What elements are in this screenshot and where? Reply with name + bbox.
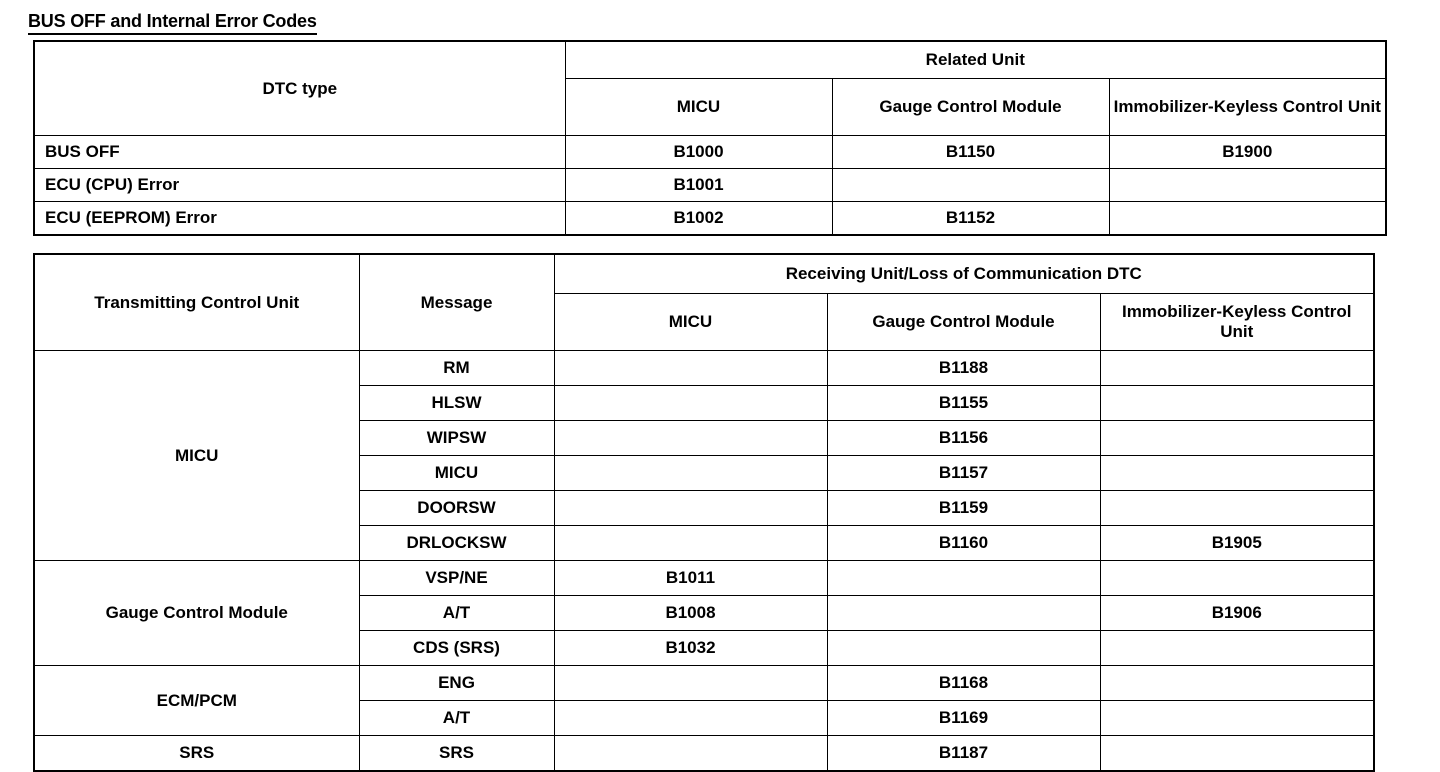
- header-receiving-unit: Receiving Unit/Loss of Communication DTC: [554, 254, 1374, 294]
- header-message: Message: [359, 254, 554, 351]
- cell-message: CDS (SRS): [359, 631, 554, 666]
- table-header-row: [34, 41, 1386, 79]
- cell-gauge: [827, 596, 1100, 631]
- cell-micu: B1002: [565, 202, 832, 236]
- cell-message: DRLOCKSW: [359, 526, 554, 561]
- cell-immobilizer: [1100, 456, 1374, 491]
- cell-immobilizer: [1100, 736, 1374, 772]
- cell-transmitting-unit: Gauge Control Module: [34, 561, 359, 666]
- cell-transmitting-unit: MICU: [34, 351, 359, 561]
- cell-dtc-type: BUS OFF: [34, 136, 565, 169]
- cell-gauge: B1187: [827, 736, 1100, 772]
- cell-immobilizer: [1100, 701, 1374, 736]
- cell-micu: [554, 456, 827, 491]
- cell-micu: B1032: [554, 631, 827, 666]
- cell-immobilizer: B1900: [1109, 136, 1386, 169]
- cell-message: ENG: [359, 666, 554, 701]
- table-row: [34, 202, 1386, 236]
- cell-immobilizer: [1100, 631, 1374, 666]
- cell-message: A/T: [359, 701, 554, 736]
- cell-immobilizer: [1100, 421, 1374, 456]
- header-micu: MICU: [554, 294, 827, 351]
- header-transmitting-control-unit: Transmitting Control Unit: [34, 254, 359, 351]
- table-row: [34, 736, 1374, 772]
- cell-gauge: [832, 169, 1109, 202]
- table-row: [34, 136, 1386, 169]
- cell-message: VSP/NE: [359, 561, 554, 596]
- cell-dtc-type: ECU (EEPROM) Error: [34, 202, 565, 236]
- cell-message: WIPSW: [359, 421, 554, 456]
- cell-message: HLSW: [359, 386, 554, 421]
- cell-immobilizer: [1100, 561, 1374, 596]
- cell-micu: B1011: [554, 561, 827, 596]
- cell-gauge: B1169: [827, 701, 1100, 736]
- cell-immobilizer: [1109, 202, 1386, 236]
- cell-micu: [554, 351, 827, 386]
- loss-of-communication-dtc-table: [33, 253, 1375, 772]
- cell-immobilizer: [1100, 386, 1374, 421]
- cell-message: A/T: [359, 596, 554, 631]
- cell-gauge: B1160: [827, 526, 1100, 561]
- cell-message: RM: [359, 351, 554, 386]
- cell-micu: [554, 526, 827, 561]
- cell-micu: B1001: [565, 169, 832, 202]
- table-row: [34, 351, 1374, 386]
- table-row: [34, 561, 1374, 596]
- header-gauge-control-module: Gauge Control Module: [827, 294, 1100, 351]
- cell-transmitting-unit: ECM/PCM: [34, 666, 359, 736]
- header-immobilizer-keyless: Immobilizer-Keyless Control Unit: [1109, 79, 1386, 136]
- cell-micu: B1000: [565, 136, 832, 169]
- cell-gauge: B1156: [827, 421, 1100, 456]
- table-row: [34, 666, 1374, 701]
- cell-immobilizer: B1905: [1100, 526, 1374, 561]
- cell-micu: B1008: [554, 596, 827, 631]
- cell-message: SRS: [359, 736, 554, 772]
- cell-dtc-type: ECU (CPU) Error: [34, 169, 565, 202]
- cell-transmitting-unit: SRS: [34, 736, 359, 772]
- header-micu: MICU: [565, 79, 832, 136]
- header-immobilizer-keyless: Immobilizer-Keyless Control Unit: [1100, 294, 1374, 351]
- cell-gauge: B1159: [827, 491, 1100, 526]
- cell-gauge: B1150: [832, 136, 1109, 169]
- cell-micu: [554, 491, 827, 526]
- cell-immobilizer: [1100, 491, 1374, 526]
- table-header-row: [34, 254, 1374, 294]
- cell-immobilizer: [1109, 169, 1386, 202]
- cell-micu: [554, 736, 827, 772]
- bus-off-internal-error-codes-table: [33, 40, 1387, 236]
- cell-immobilizer: [1100, 351, 1374, 386]
- cell-gauge: B1168: [827, 666, 1100, 701]
- cell-micu: [554, 666, 827, 701]
- cell-gauge: B1155: [827, 386, 1100, 421]
- cell-gauge: [827, 631, 1100, 666]
- cell-micu: [554, 386, 827, 421]
- cell-immobilizer: [1100, 666, 1374, 701]
- cell-gauge: B1152: [832, 202, 1109, 236]
- cell-immobilizer: B1906: [1100, 596, 1374, 631]
- cell-gauge: [827, 561, 1100, 596]
- cell-message: DOORSW: [359, 491, 554, 526]
- header-dtc-type: DTC type: [34, 41, 565, 136]
- cell-gauge: B1188: [827, 351, 1100, 386]
- cell-micu: [554, 701, 827, 736]
- cell-gauge: B1157: [827, 456, 1100, 491]
- header-related-unit: Related Unit: [565, 41, 1386, 79]
- page-title: BUS OFF and Internal Error Codes: [28, 12, 317, 35]
- header-gauge-control-module: Gauge Control Module: [832, 79, 1109, 136]
- cell-message: MICU: [359, 456, 554, 491]
- cell-micu: [554, 421, 827, 456]
- table-row: [34, 169, 1386, 202]
